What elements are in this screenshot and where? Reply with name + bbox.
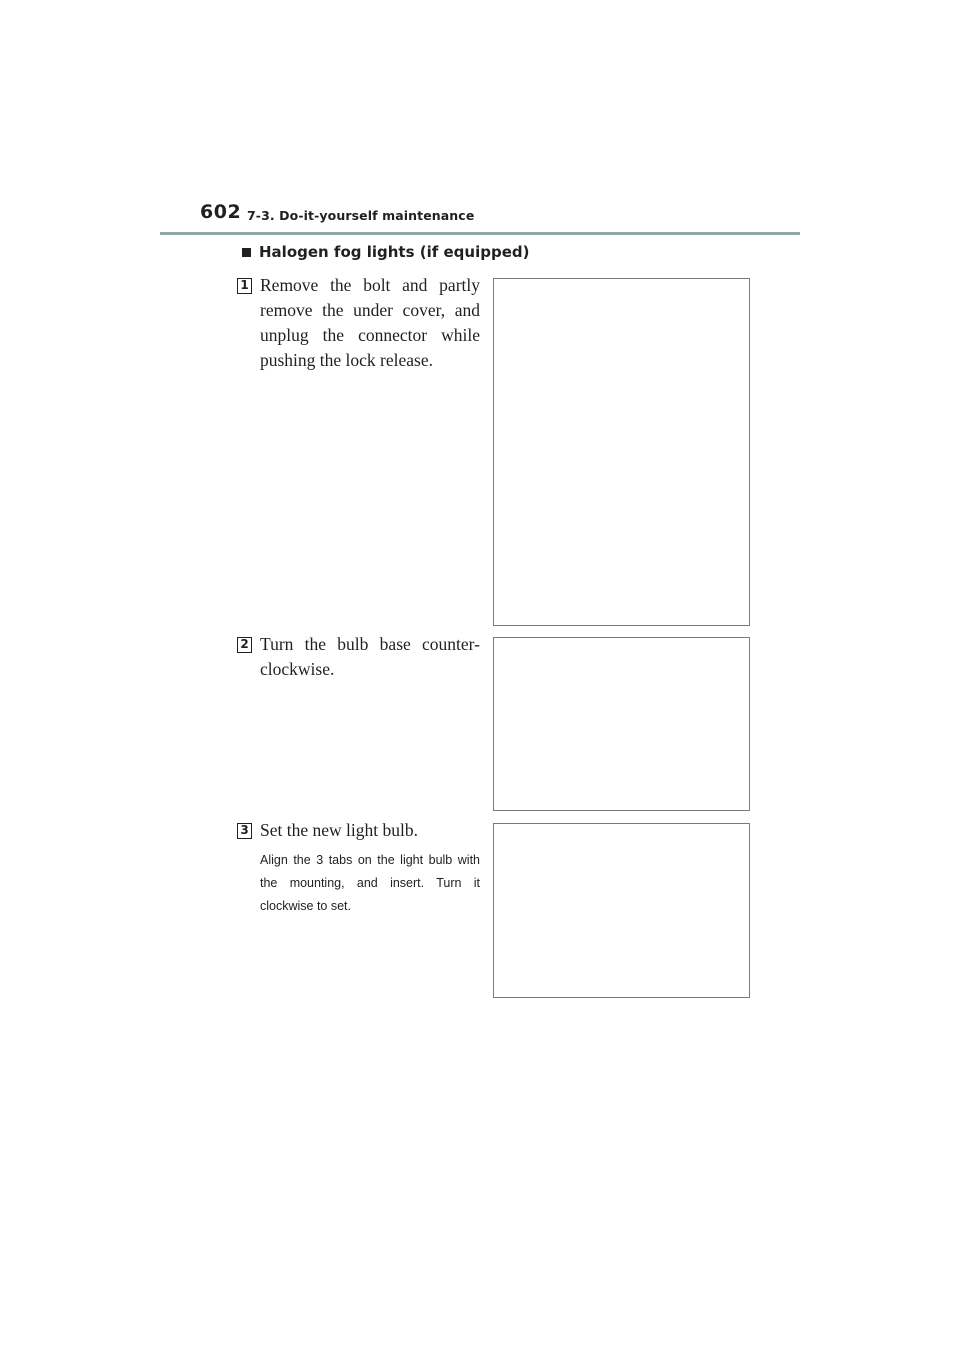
step-3-text: Set the new light bulb. — [260, 820, 418, 840]
section-heading — [242, 243, 529, 261]
step-1-text: Remove the bolt and partly remove the under cover, and unplug the connector while pushing the lock release. — [260, 275, 480, 370]
step-2-text: Turn the bulb base counter-clockwise. — [260, 634, 480, 679]
step-number-3: 3 — [237, 823, 252, 839]
square-bullet-icon — [242, 248, 251, 257]
step-3-illustration — [493, 823, 750, 998]
chapter-section-header: 7-3. Do-it-yourself maintenance — [247, 208, 475, 223]
section-heading-text: Halogen fog lights (if equipped) — [259, 243, 530, 261]
step-3-note: Align the 3 tabs on the light bulb with the mounting, and insert. Turn it clockwise to set. — [260, 853, 480, 913]
step-2-illustration — [493, 637, 750, 811]
header-divider — [160, 232, 800, 235]
step-1-illustration — [493, 278, 750, 626]
step-number-1: 1 — [237, 278, 252, 294]
step-number-2: 2 — [237, 637, 252, 653]
page-number: 602 — [200, 201, 242, 223]
